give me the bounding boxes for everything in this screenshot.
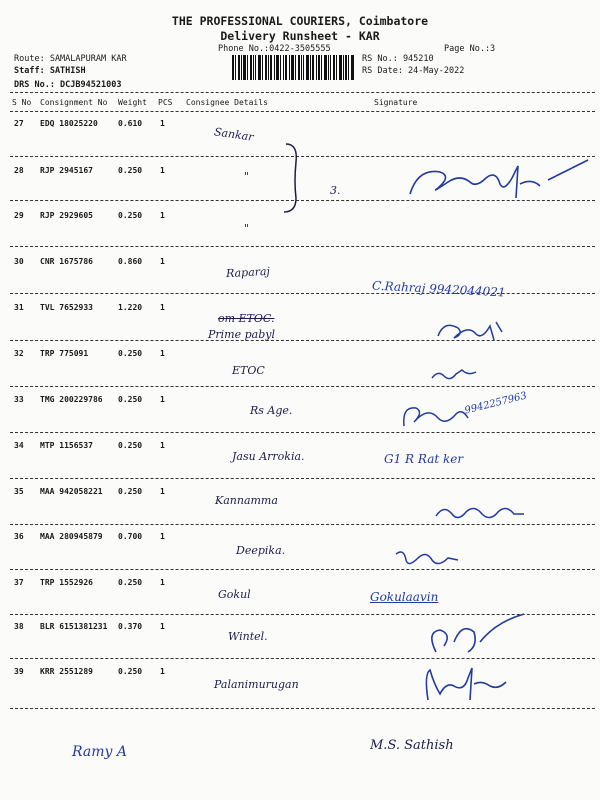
row-divider [10, 293, 595, 294]
row-sno: 39 [14, 667, 24, 676]
row-weight: 0.250 [118, 667, 143, 676]
row-consignment: MAA 280945879 [40, 532, 103, 541]
col-consignment: Consignment No [40, 98, 108, 107]
row-divider [10, 569, 595, 570]
row-weight: 0.250 [118, 578, 143, 587]
row-weight: 0.370 [118, 622, 143, 631]
row-sno: 27 [14, 119, 24, 128]
handwritten-name: Raparaj [225, 264, 271, 281]
row-sno: 32 [14, 349, 24, 358]
row-pcs: 1 [160, 487, 165, 496]
row-consignment: CNR 1675786 [40, 257, 93, 266]
divider [10, 111, 595, 112]
footer-signature-left: Ramy A [72, 744, 127, 760]
signature-text: G1 R Rat ker [384, 452, 464, 466]
row-pcs: 1 [160, 441, 165, 450]
row-weight: 0.610 [118, 119, 143, 128]
row-pcs: 1 [160, 211, 165, 220]
row-pcs: 1 [160, 532, 165, 541]
bracket-mark [282, 142, 304, 214]
row-pcs: 1 [160, 667, 165, 676]
row-divider [10, 246, 595, 247]
row-divider [10, 658, 595, 659]
row-weight: 0.250 [118, 166, 143, 175]
row-sno: 28 [14, 166, 24, 175]
row-pcs: 1 [160, 119, 165, 128]
signature-mark [392, 546, 462, 572]
handwritten-count: 3. [330, 184, 341, 197]
row-consignment: MAA 942058221 [40, 487, 103, 496]
row-divider [10, 432, 595, 433]
signature-mark [420, 664, 510, 706]
col-pcs: PCS [158, 98, 173, 107]
signature-text: 9942257963 [463, 390, 529, 417]
footer-signature-right: M.S. Sathish [370, 738, 454, 753]
row-sno: 35 [14, 487, 24, 496]
handwritten-name: Jasu Arrokia. [232, 450, 305, 463]
handwritten-name: Wintel. [228, 630, 268, 643]
route-label: Route: SAMALAPURAM KAR [14, 54, 127, 64]
rs-number: RS No.: 945210 [362, 54, 434, 64]
row-consignment: KRR 2551289 [40, 667, 93, 676]
page-number: Page No.:3 [444, 44, 496, 54]
row-pcs: 1 [160, 349, 165, 358]
row-sno: 33 [14, 395, 24, 404]
row-consignment: BLR 6151381231 [40, 622, 108, 631]
signature-mark [398, 398, 470, 432]
row-weight: 1.220 [118, 303, 143, 312]
phone-number: Phone No.:0422-3505555 [218, 44, 331, 54]
row-pcs: 1 [160, 395, 165, 404]
staff-label: Staff: SATHISH [14, 66, 86, 76]
signature-text: C.Rahraj 9942044021 [371, 278, 506, 300]
row-divider [10, 340, 595, 341]
row-sno: 34 [14, 441, 24, 450]
handwritten-name: Prime pabyl [208, 328, 275, 341]
ditto-mark: " [244, 170, 250, 183]
handwritten-name: Kannamma [215, 494, 278, 507]
row-consignment: MTP 1156537 [40, 441, 93, 450]
row-sno: 30 [14, 257, 24, 266]
rs-date: RS Date: 24-May-2022 [362, 66, 465, 76]
handwritten-name: Palanimurugan [214, 678, 299, 691]
signature-mark [430, 364, 480, 384]
row-consignment: TRP 775091 [40, 349, 89, 358]
row-consignment: TVL 7652933 [40, 303, 93, 312]
signature-mark [432, 500, 528, 526]
runsheet-subtitle: Delivery Runsheet - KAR [220, 29, 380, 43]
drs-number: DRS No.: DCJB94521003 [14, 80, 122, 90]
row-consignment: RJP 2945167 [40, 166, 93, 175]
col-sno: S No [12, 98, 32, 107]
handwritten-name: Sankar [213, 125, 255, 144]
handwritten-name: Gokul [218, 588, 251, 601]
signature-mark [416, 612, 526, 658]
row-sno: 31 [14, 303, 24, 312]
row-divider [10, 478, 595, 479]
row-pcs: 1 [160, 257, 165, 266]
row-weight: 0.860 [118, 257, 143, 266]
row-consignment: TRP 1552926 [40, 578, 93, 587]
row-weight: 0.250 [118, 487, 143, 496]
row-pcs: 1 [160, 166, 165, 175]
signature-text: Gokulaavin [370, 590, 439, 604]
col-weight: Weight [118, 98, 147, 107]
row-weight: 0.250 [118, 441, 143, 450]
row-weight: 0.250 [118, 349, 143, 358]
row-pcs: 1 [160, 622, 165, 631]
row-weight: 0.250 [118, 211, 143, 220]
row-sno: 36 [14, 532, 24, 541]
row-pcs: 1 [160, 303, 165, 312]
barcode [232, 55, 354, 80]
handwritten-name: ETOC [232, 364, 265, 377]
col-signature: Signature [374, 98, 418, 107]
divider [10, 92, 595, 93]
signature-mark [434, 318, 504, 344]
col-consignee: Consignee Details [186, 98, 268, 107]
ditto-mark: " [244, 222, 250, 235]
row-weight: 0.250 [118, 395, 143, 404]
row-divider [10, 386, 595, 387]
handwritten-struck: om ETOC. [218, 312, 275, 325]
row-divider [10, 708, 595, 709]
row-pcs: 1 [160, 578, 165, 587]
row-sno: 38 [14, 622, 24, 631]
signature-mark [400, 158, 590, 206]
row-consignment: EDQ 18025220 [40, 119, 98, 128]
row-sno: 37 [14, 578, 24, 587]
row-consignment: RJP 2929605 [40, 211, 93, 220]
row-sno: 29 [14, 211, 24, 220]
handwritten-name: Rs Age. [250, 404, 293, 417]
row-consignment: TMG 200229786 [40, 395, 103, 404]
row-weight: 0.700 [118, 532, 143, 541]
handwritten-name: Deepika. [236, 544, 286, 557]
company-title: THE PROFESSIONAL COURIERS, Coimbatore [171, 14, 429, 28]
